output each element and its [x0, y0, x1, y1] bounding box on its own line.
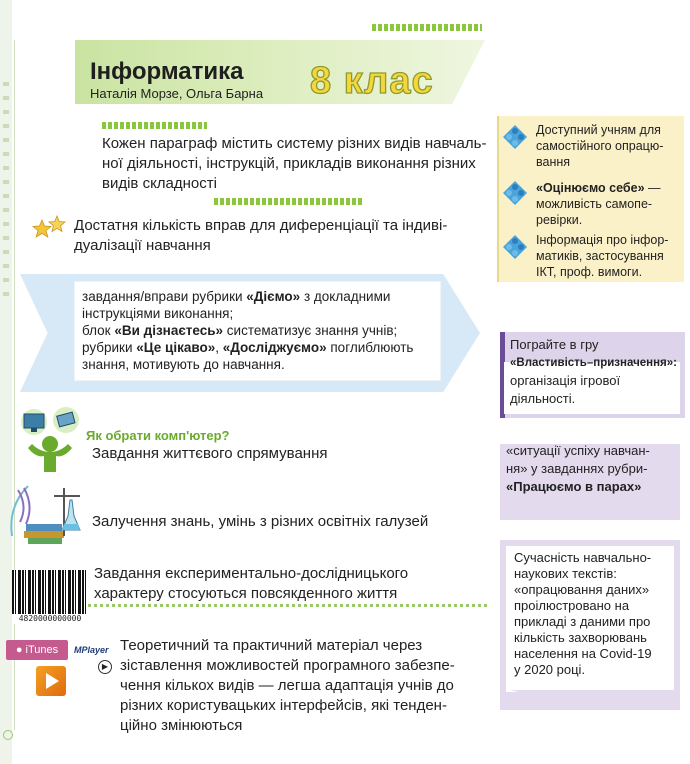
play-icon: ▶	[98, 660, 112, 674]
legend-line: Доступний учням для	[536, 123, 661, 137]
theory-text	[120, 636, 490, 736]
rubrics-text-part: поглиблюють	[326, 340, 414, 355]
rail-dot	[3, 152, 9, 156]
legend-line: ревірки.	[536, 213, 583, 227]
experiment-line: Завдання експериментально-дослідницького	[94, 565, 409, 582]
section-dots	[102, 122, 207, 129]
intro-line: видів складності	[102, 175, 217, 192]
game-line: діяльності.	[510, 391, 576, 406]
barcode-number: 4820000000000	[12, 614, 88, 624]
legend-bold: «Оцінюємо себе»	[536, 181, 645, 195]
theory-line: Теоретичний та практичний матеріал через	[120, 637, 423, 654]
rail-dot	[3, 124, 9, 128]
rubric-pratsyuyemo-v-parakh: «Працюємо в парах»	[506, 479, 642, 494]
science-books-icon	[6, 476, 88, 548]
legend-item-self-check	[536, 180, 682, 228]
theory-line: ційно змінюються	[120, 717, 243, 734]
rubric-diyemo: «Діємо»	[246, 289, 301, 304]
legend-dash: —	[644, 181, 661, 195]
itunes-label: iTunes	[25, 644, 59, 656]
rail-dot	[3, 110, 9, 114]
rubrics-text	[82, 288, 438, 373]
legend-line: можливість самопе-	[536, 197, 653, 211]
interdisciplinary-text: Залучення знань, умінь з різних освітніх галузей	[92, 513, 429, 530]
rubric-tse-tsikavo: «Це цікаво»	[136, 340, 216, 355]
covid-line: наукових текстів:	[514, 566, 617, 581]
intro-line: Кожен параграф містить систему різних видів навчаль-	[102, 135, 487, 152]
intro-line: ної діяльності, інструкцій, прикладів виконання різних	[102, 155, 476, 172]
covid-line: кількість захворювань	[514, 630, 647, 645]
rubric-doslidzhuyemo: «Досліджуємо»	[222, 340, 327, 355]
covid-line: «опрацювання даних»	[514, 582, 650, 597]
media-player-icon	[36, 666, 66, 696]
rail-dot	[3, 166, 9, 170]
authors: Наталія Морзе, Ольга Барна	[90, 86, 264, 101]
covid-box-point	[510, 690, 682, 710]
rail-dot	[3, 138, 9, 142]
rubrics-text-part: блок	[82, 323, 115, 338]
rail-dot	[3, 264, 9, 268]
rail-dot	[3, 194, 9, 198]
top-dots	[372, 24, 482, 31]
covid-line: проілюстровано на	[514, 598, 630, 613]
legend-line: вання	[536, 155, 571, 169]
rail-dot	[3, 250, 9, 254]
puzzle-icon	[502, 234, 528, 260]
rail-dot	[3, 278, 9, 282]
rubrics-text-part: завдання/вправи рубрики	[82, 289, 247, 304]
grade-label: 8 клас	[310, 60, 434, 102]
puzzle-icon	[502, 180, 528, 206]
puzzle-icon	[502, 124, 528, 150]
rail-dot	[3, 82, 9, 86]
theory-line: різних користувацьких інтерфейсів, які тенден-	[120, 697, 447, 714]
exercises-line: дуалізації навчання	[74, 237, 211, 254]
rubrics-text-part: знання, мотивують до навчання.	[82, 357, 285, 372]
experiment-text	[94, 564, 489, 604]
exercises-text	[74, 216, 489, 256]
legend-line: самостійного опрацю-	[536, 139, 664, 153]
stars-icon	[30, 214, 70, 244]
legend-line: ІКТ, проф. вимоги.	[536, 265, 643, 279]
life-tasks-text: Завдання життєвого спрямування	[92, 445, 328, 462]
covid-line: у 2020 році.	[514, 662, 586, 677]
rubric-vy-diznayetes: «Ви дізнаєтесь»	[114, 323, 224, 338]
exercises-line: Достатня кількість вправ для диференціації та індиві-	[74, 217, 448, 234]
legend-line: матиків, застосування	[536, 249, 664, 263]
rubrics-text-part: рубрики	[82, 340, 137, 355]
rubrics-text-part: систематизує знання учнів;	[223, 323, 398, 338]
page-title: Інформатика	[90, 58, 244, 85]
computer-heading: Як обрати комп'ютер?	[86, 428, 230, 443]
theory-line: зіставлення можливостей програмного забезпе-	[120, 657, 455, 674]
theory-line: чення кількох видів — легша адаптація учнів до	[120, 677, 454, 694]
game-line: Пограйте в гру	[510, 337, 599, 352]
computer-person-icon	[14, 404, 86, 474]
covid-line: населення на Covid-19	[514, 646, 652, 661]
rubrics-text-part: ,	[215, 340, 223, 355]
barcode-icon	[12, 570, 88, 620]
rubrics-text-part: інструкціями виконання;	[82, 306, 234, 321]
rail-dot	[3, 208, 9, 212]
rail-dot	[3, 180, 9, 184]
success-line: «ситуації успіху навчан-	[506, 443, 650, 458]
itunes-logo	[6, 640, 68, 660]
play-triangle	[46, 673, 59, 689]
game-line: організація ігрової	[510, 373, 621, 388]
success-line: ня» у завданнях рубри-	[506, 461, 648, 476]
rail-dot	[3, 292, 9, 296]
divider-dots	[88, 604, 488, 607]
rail-circle	[3, 730, 13, 740]
apple-icon: ●	[15, 644, 23, 656]
section-dots	[214, 198, 364, 205]
legend-line: Інформація про інфор-	[536, 233, 669, 247]
rail-dot	[3, 96, 9, 100]
rail-dot	[3, 236, 9, 240]
legend-item-info	[536, 232, 682, 280]
covid-line: Сучасність навчально-	[514, 550, 652, 565]
game-name: «Властивість–призначення»:	[510, 357, 677, 369]
legend-item-self-study	[536, 122, 682, 170]
experiment-line: характеру стосуються повсякденного життя	[94, 585, 398, 602]
rubrics-text-part: з докладними	[300, 289, 391, 304]
rail-dot	[3, 222, 9, 226]
game-box-text	[510, 336, 680, 408]
covid-line: прикладі з даними про	[514, 614, 651, 629]
intro-paragraph	[102, 134, 492, 194]
covid-box-text	[514, 550, 674, 678]
mplayer-logo: MPlayer	[74, 645, 109, 655]
success-box-text	[506, 442, 680, 496]
rail-line	[14, 40, 15, 730]
